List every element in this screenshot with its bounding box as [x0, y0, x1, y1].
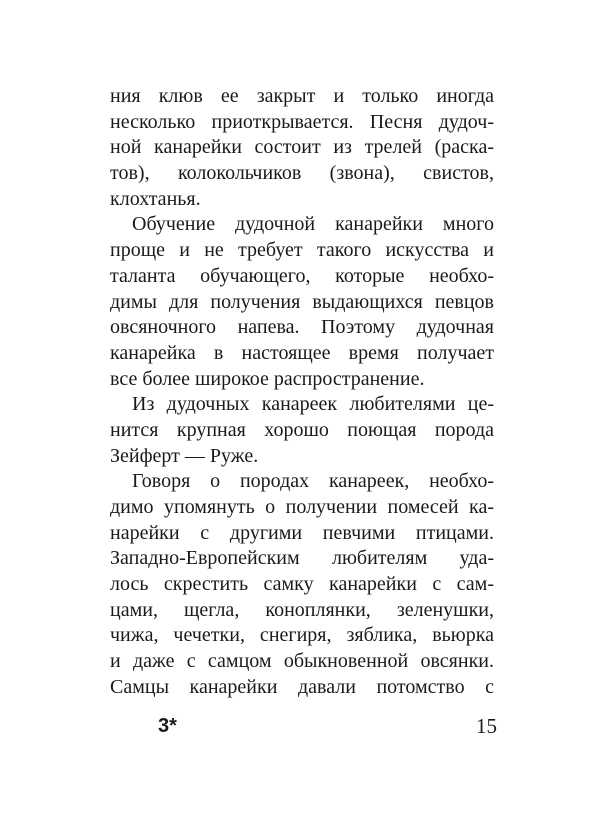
text-line: канарейка в настоящее время получает: [110, 341, 494, 364]
text-line: и даже с самцом обыкновенной овсянки.: [110, 650, 494, 673]
text-line: овсяночного напева. Поэтому дудочная: [110, 316, 494, 339]
text-line: таланта обучающего, которые необхо-: [110, 264, 494, 287]
text-line: димо упомянуть о получении помесей ка-: [110, 496, 494, 518]
text-line: лось скрестить самку канарейки с сам-: [110, 573, 494, 596]
text-line: нится крупная хорошо поющая порода: [110, 418, 494, 441]
text-line: ния клюв ее закрыт и только иногда: [110, 85, 494, 107]
text-line: димы для получения выдающихся певцов: [110, 290, 494, 313]
body-text: [110, 84, 494, 701]
text-line: Из дудочных канареек любителями це-: [132, 393, 494, 416]
text-line: все более широкое распространение.: [110, 367, 425, 390]
page-number: 15: [476, 714, 497, 738]
text-line: тов), колокольчиков (звона), свистов,: [110, 162, 494, 185]
text-line: цами, щегла, коноплянки, зеленушки,: [110, 598, 494, 621]
printer-signature-mark: 3*: [158, 715, 177, 737]
text-line: клохтанья.: [110, 187, 201, 210]
text-line: несколько приоткрывается. Песня дудоч-: [110, 110, 494, 133]
text-line: ной канарейки состоит из трелей (раска-: [110, 136, 494, 159]
text-line: проще и не требует такого искусства и: [110, 239, 494, 262]
text-line: Обучение дудочной канарейки много: [132, 213, 494, 236]
text-line: Западно-Европейским любителям уда-: [110, 547, 494, 570]
text-line: чижа, чечетки, снегиря, зяблика, вьюрка: [110, 624, 494, 647]
text-line: Зейферт — Руже.: [110, 444, 259, 467]
text-line: Говоря о породах канареек, необхо-: [132, 470, 494, 493]
text-line: нарейки с другими певчими птицами.: [110, 521, 494, 544]
text-line: Самцы канарейки давали потомство с: [110, 675, 494, 698]
